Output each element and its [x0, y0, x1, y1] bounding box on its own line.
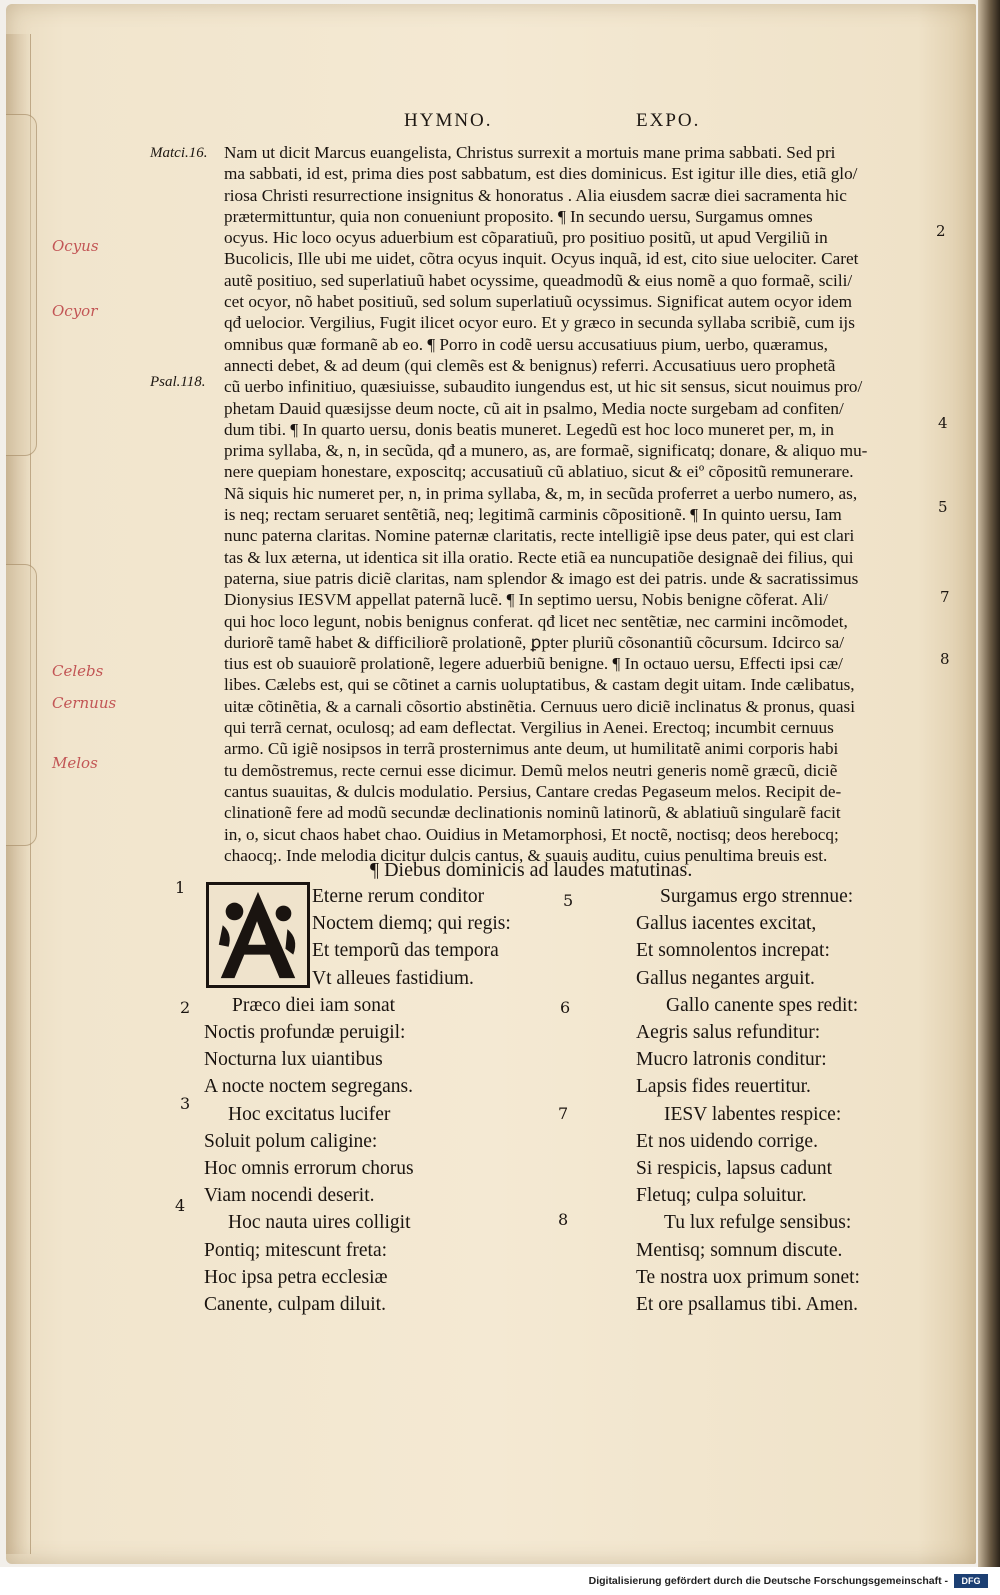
text-line: Et temporũ das tempora — [312, 940, 499, 962]
margin-number: 4 — [938, 414, 948, 432]
text-line: prætermittuntur, quia non conueniunt proposito. ¶ In secundo uersu, Surgamus omnes — [224, 206, 813, 226]
margin-note-celebs: Celebs — [52, 662, 104, 680]
text-line: Bucolicis, Ille ubi me uidet, cõtra ocyus inquit. Ocyus inquã, id est, cito siue uelociter. Caret — [224, 249, 859, 269]
text-line: duriorẽ tamẽ habet & difficiliorẽ prolationẽ, ꝑpter pluriũ cõsonantiũ cõcursum. Idcirco sa/ — [224, 632, 845, 652]
margin-number: 2 — [936, 222, 946, 240]
text-line: Gallus negantes arguit. — [636, 967, 815, 989]
margin-number: 5 — [938, 498, 948, 516]
book-spine — [978, 0, 1000, 1567]
text-line: Nocturna lux uiantibus — [204, 1049, 383, 1071]
text-line: Eterne rerum conditor — [312, 886, 485, 907]
hymn-left-column — [204, 883, 511, 1318]
margin-note-ocyus: Ocyus — [52, 237, 99, 255]
text-line: cũ uerbo infinitiuo, quæsiuisse, subaudito iungendus est, ut hic sit sensus, sicut nouimus pro/ — [224, 377, 863, 397]
text-line: Noctis profundæ peruigil: — [204, 1022, 406, 1044]
stanza-number: 3 — [180, 1094, 191, 1113]
text-line: nere quepiam honestare, exposcitq; accusatiuũ cũ ablatiuo, sicut & eiº cõpositũ remunerare. — [224, 462, 854, 482]
text-line: Et ore psallamus tibi. Amen. — [636, 1294, 859, 1316]
text-line: Gallus iacentes excitat, — [636, 913, 817, 935]
text-line: in, o, sicut chaos habet chao. Ouidius in Metamorphosi, Et noctẽ, noctisq; deos herebocq; — [224, 824, 839, 844]
footer-bar — [0, 1567, 1000, 1595]
text-line: chaocq;. Inde melodia dicitur dulcis cantus, & suauis auditu, cuius penultima breuis est. — [224, 845, 828, 865]
text-line: Hoc nauta uires colligit — [228, 1212, 411, 1234]
page-tab-upper — [6, 114, 37, 456]
text-line: Lapsis fides reuertitur. — [636, 1076, 811, 1098]
stanza-number: 1 — [175, 878, 186, 897]
text-line: Te nostra uox primum sonet: — [636, 1266, 860, 1288]
text-line: Si respicis, lapsus cadunt — [636, 1158, 833, 1180]
text-line: Pontiq; mitescunt freta: — [204, 1239, 388, 1261]
margin-note-cernuus: Cernuus — [52, 694, 117, 712]
stanza-number: 6 — [560, 998, 571, 1017]
margin-note-ocyor: Ocyor — [52, 302, 98, 320]
stanza-number: 4 — [175, 1196, 186, 1215]
text-line: armo. Cũ igiẽ nosipsos in terrã prosternimus ante deum, ut humilitatẽ animi corporis habi — [224, 739, 839, 759]
text-line: libes. Cælebs est, qui se cõtinet a carnis uoluptatibus, & castam degit uitam. Inde cælibatus, — [224, 675, 855, 695]
text-line: ocyus. Hic loco ocyus aduerbium est cõparatiuũ, pro positiuo positũ, ut apud Vergiliũ in — [224, 228, 828, 248]
text-line: Tu lux refulge sensibus: — [664, 1212, 852, 1234]
running-head-right: EXPO. — [636, 110, 701, 131]
stanza-number: 2 — [180, 998, 191, 1017]
side-note-matth: Matci.16. — [150, 145, 208, 161]
text-line: omnibus quæ formanẽ ab eo. ¶ Porro in codẽ uersu accusatiuus pium, uerbo, quæramus, — [224, 334, 828, 354]
text-line: tius est ob suauiorẽ prolationẽ, legere aduerbiũ benigne. ¶ In octauo uersu, Effecti ipsi cæ/ — [224, 654, 843, 674]
text-line: Hoc omnis errorum chorus — [204, 1158, 414, 1180]
running-head-left: HYMNO. — [404, 110, 493, 131]
text-line: Mucro latronis conditur: — [636, 1049, 827, 1071]
footer-credit: Digitalisierung gefördert durch die Deutsche Forschungsgemeinschaft - — [588, 1575, 948, 1587]
text-line: tu demõstremus, recte cernui esse dicimur. Demũ melos neutri generis nomẽ græcũ, diciẽ — [224, 760, 838, 780]
text-line: phetam Dauid quæsijsse deum nocte, cũ ait in psalmo, Media nocte surgebam ad confiten/ — [224, 398, 844, 418]
text-line: qui hoc loco legunt, nobis benignus conferat. qđ licet nec sentẽtiæ, nec carmini incõmodet, — [224, 611, 848, 631]
text-line: Fletuq; culpa soluitur. — [636, 1185, 807, 1207]
text-line: clinationẽ fere ad modũ secundæ declinationis nominũ latinorũ, & ablatiuũ singularẽ facit — [224, 803, 841, 823]
text-line: Soluit polum caligine: — [204, 1130, 378, 1152]
text-line: Vt alleues fastidium. — [312, 967, 474, 989]
text-line: nunc paterna claritas. Nomine paternæ claritatis, recte intelligiẽ ipse deus pater, qui est clari — [224, 526, 855, 546]
text-line: Præco diei iam sonat — [232, 994, 396, 1016]
text-line: Hoc ipsa petra ecclesiæ — [204, 1266, 388, 1288]
text-line: Viam nocendi deserit. — [204, 1185, 375, 1207]
text-line: prima syllaba, &, n, in secũda, qđ a munero, as, are formaẽ, significatq; donare, & aliquo mu- — [224, 441, 868, 461]
text-line: riosa Christi resurrectione insignitus & honoratus . Alia eiusdem sacræ diei sacramenta hic — [224, 185, 847, 205]
text-line: Canente, culpam diluit. — [204, 1294, 386, 1316]
side-note-psal: Psal.118. — [150, 374, 206, 390]
margin-note-melos: Melos — [52, 754, 98, 772]
margin-number: 7 — [940, 588, 950, 606]
stanza-number: 7 — [558, 1104, 569, 1123]
margin-number: 8 — [940, 650, 950, 668]
text-line: Hoc excitatus lucifer — [228, 1103, 391, 1125]
commentary-text — [224, 142, 924, 866]
text-line: Noctem diemq; qui regis: — [312, 913, 511, 935]
text-line: annecti debet, & ad deum (qui clemẽs est & benignus) referri. Accusatiuus uero prophetã — [224, 355, 836, 375]
stanza-number: 5 — [563, 891, 574, 910]
text-line: ma sabbati, id est, prima dies post sabbatum, est dies dominicus. Est igitur ille dies, etiã glo/ — [224, 164, 858, 184]
text-line: autẽ positiuo, sed superlatiuũ habet ocyssime, queadmodũ & eius nomẽ a quo formaẽ, scili/ — [224, 270, 853, 290]
text-line: IESV labentes respice: — [664, 1103, 842, 1125]
page-tab-lower — [6, 564, 37, 846]
text-line: qđ uelocior. Vergilius, Fugit ilicet ocyor euro. Et y græco in secunda syllaba scribiẽ, cum ijs — [224, 313, 855, 333]
text-line: tas & lux æterna, ut identica sit illa oratio. Recte etiã ea nuncupatiõe designaẽ dei filius, qui — [224, 547, 854, 567]
text-line: cantus suauitas, & dulcis modulatio. Persius, Cantare credas Pegaseum melos. Recipit de- — [224, 781, 842, 801]
text-line: Nã siquis hic numeret per, n, in prima syllaba, &, m, in secũda proferret a uerbo numero, as, — [224, 483, 858, 503]
hymn-title: ¶ Diebus dominicis ad laudes matutinas. — [370, 859, 693, 881]
text-line: A nocte noctem segregans. — [204, 1076, 414, 1098]
text-line: Aegris salus refunditur: — [636, 1022, 821, 1044]
dfg-logo: DFG — [954, 1574, 988, 1588]
text-line: dum tibi. ¶ In quarto uersu, donis beatis muneret. Legedũ est hoc loco muneret per, m, in — [224, 419, 834, 439]
text-line: qui terrã cernat, oculosq; ad eam deflectat. Vergilius in Aenei. Erectoq; incumbit cernuus — [224, 718, 834, 738]
text-line: cet ocyor, nõ habet positiuũ, sed solum superlatiuũ ocyssimus. Significat autem ocyor idem — [224, 292, 852, 312]
text-line: Surgamus ergo strennue: — [660, 886, 854, 907]
stanza-number: 8 — [558, 1210, 569, 1229]
hymn-right-column — [636, 883, 860, 1318]
text-line: paterna, siue patris diciẽ claritas, nam splendor & imago est dei patris. unde & sacratissimus — [224, 568, 859, 588]
text-line: Nam ut dicit Marcus euangelista, Christus surrexit a mortuis mane prima sabbati. Sed pri — [224, 143, 836, 162]
text-line: Et somnolentos increpat: — [636, 940, 830, 962]
text-line: Dionysius IESVM appellat paternã lucẽ. ¶ In septimo uersu, Nobis benigne cõferat. Ali/ — [224, 590, 828, 610]
text-line: is neq; rectam seruaret sentẽtiã, neq; legitimã carminis cõpositionẽ. ¶ In quinto uersu, Iam — [224, 505, 842, 525]
text-line: uitæ cõtinẽtia, & a carnali cõsortio abstinẽtia. Cernuus uero diciẽ inclinatus & pronus, quasi — [224, 696, 856, 716]
text-line: Et nos uidendo corrige. — [636, 1130, 818, 1152]
text-line: Gallo canente spes redit: — [666, 994, 859, 1016]
text-line: Mentisq; somnum discute. — [636, 1239, 843, 1261]
